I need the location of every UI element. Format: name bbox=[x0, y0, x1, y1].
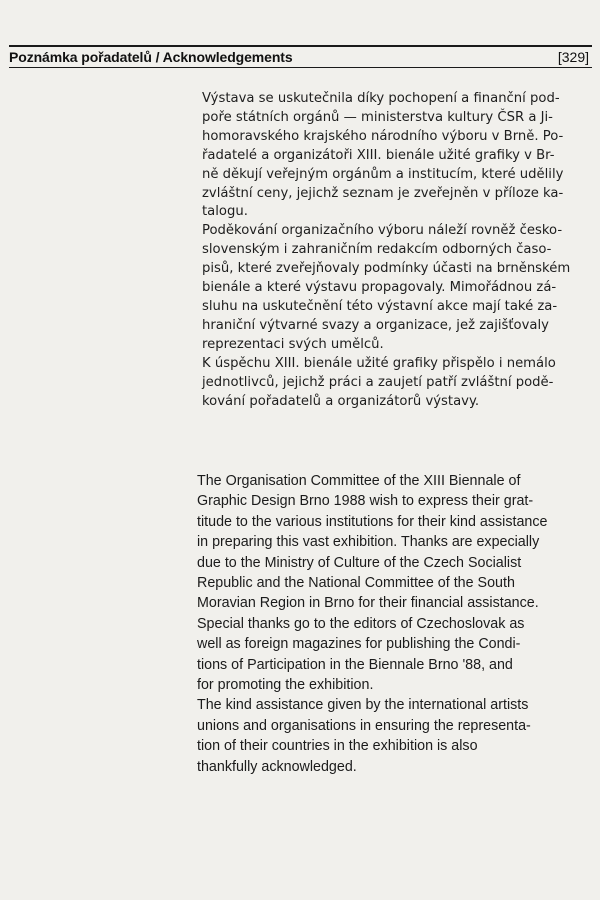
text-line: The kind assistance given by the international artists bbox=[197, 697, 529, 714]
header-rule-top bbox=[9, 45, 592, 47]
text-line: ně děkují veřejným orgánům a institucím, které udělily bbox=[202, 166, 564, 182]
text-line: talogu. bbox=[202, 204, 248, 220]
text-line: due to the Ministry of Culture of the Czech Socialist bbox=[197, 554, 522, 571]
header-rule-bottom bbox=[9, 67, 592, 68]
text-line: Výstava se uskutečnila díky pochopení a finanční pod- bbox=[202, 91, 560, 106]
page-header bbox=[9, 48, 591, 68]
text-line: slovenským i zahraničním redakcím odborných časo- bbox=[202, 242, 552, 258]
english-paragraph-1 bbox=[197, 471, 589, 695]
text-line: pisů, které zveřejňovaly podmínky účasti na brněnském bbox=[202, 261, 571, 277]
text-line: řadatelé a organizátoři XIII. bienále užité grafiky v Br- bbox=[202, 147, 555, 163]
czech-text bbox=[202, 90, 594, 411]
text-line: bienále a které výstavu propagovaly. Mimořádnou zá- bbox=[202, 280, 557, 296]
english-text bbox=[197, 471, 589, 777]
czech-paragraph-1 bbox=[202, 90, 594, 222]
text-line: poře státních orgánů — ministerstva kultury ČSR a Ji- bbox=[202, 109, 553, 125]
text-line: Moravian Region in Brno for their financial assistance. bbox=[197, 595, 539, 612]
text-line: The Organisation Committee of the XIII Biennale of bbox=[197, 473, 521, 489]
text-line: unions and organisations in ensuring the representa- bbox=[197, 717, 531, 734]
text-line: zvláštní ceny, jejichž seznam je zveřejněn v příloze ka- bbox=[202, 185, 564, 201]
text-line: kování pořadatelů a organizátorů výstavy. bbox=[202, 393, 480, 409]
text-line: jednotlivců, jejichž práci a zaujetí patří zvláštní podě- bbox=[202, 374, 554, 390]
page-title: Poznámka pořadatelů / Acknowledgements bbox=[9, 49, 293, 65]
text-line: Graphic Design Brno 1988 wish to express their grat- bbox=[197, 493, 534, 510]
text-line: Republic and the National Committee of the South bbox=[197, 575, 515, 592]
text-line: titude to the various institutions for their kind assistance bbox=[197, 513, 548, 530]
text-line: K úspěchu XIII. bienále užité grafiky přispělo i nemálo bbox=[202, 355, 556, 371]
text-line: tions of Participation in the Biennale Brno '88, and bbox=[197, 656, 513, 673]
czech-paragraph-3 bbox=[202, 355, 594, 412]
text-line: in preparing this vast exhibition. Thanks are expecially bbox=[197, 534, 540, 551]
text-line: thankfully acknowledged. bbox=[197, 758, 357, 775]
text-line: hraniční výtvarné svazy a organizace, jež zajišťovaly bbox=[202, 317, 549, 333]
czech-paragraph-2 bbox=[202, 222, 594, 354]
text-line: homoravského krajského národního výboru v Brně. Po- bbox=[202, 128, 564, 144]
text-line: Poděkování organizačního výboru náleží rovněž česko- bbox=[202, 223, 563, 239]
text-line: well as foreign magazines for publishing the Condi- bbox=[197, 636, 521, 653]
page-number: [329] bbox=[557, 49, 589, 65]
text-line: for promoting the exhibition. bbox=[197, 677, 374, 694]
text-line: sluhu na uskutečnění této výstavní akce mají také za- bbox=[202, 298, 558, 314]
english-paragraph-2 bbox=[197, 695, 589, 777]
text-line: reprezentaci svých umělců. bbox=[202, 336, 384, 352]
text-line: tion of their countries in the exhibition is also bbox=[197, 738, 478, 755]
text-line: Special thanks go to the editors of Czechoslovak as bbox=[197, 615, 525, 632]
